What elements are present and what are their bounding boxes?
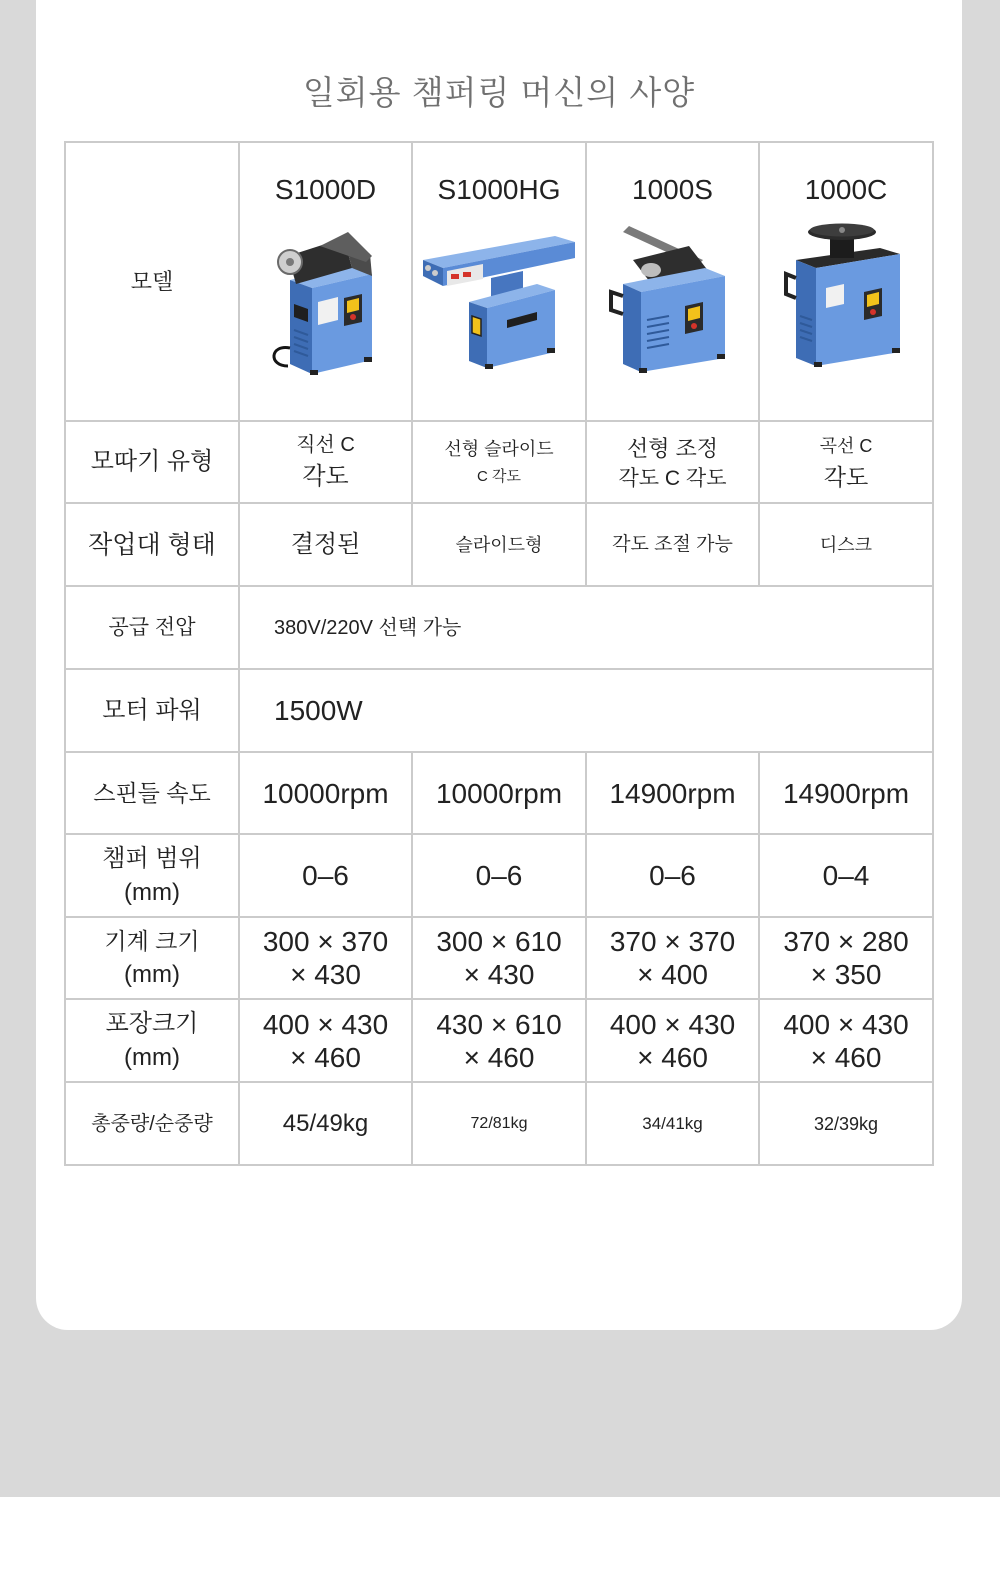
row-label-spindle-speed: 스핀들 속도: [65, 752, 239, 834]
package-size-row: [65, 999, 933, 1082]
chamfer-type-cell: [412, 421, 586, 503]
label-line: 포장크기: [105, 1009, 199, 1037]
cell-line: 각도 C 각도: [618, 466, 727, 490]
worktable-type-cell: 각도 조절 가능: [586, 503, 759, 586]
cell-line: 400 × 430: [262, 1008, 389, 1040]
weight-cell: 34/41kg: [586, 1082, 759, 1165]
package-size-cell: [586, 999, 759, 1082]
row-label-package-size: [65, 999, 239, 1082]
body-side: [796, 260, 816, 366]
1000s-machine-image: [593, 216, 753, 376]
knob: [425, 265, 431, 271]
model-row: [65, 142, 933, 421]
cell-line: 370 × 370: [609, 926, 736, 957]
model-cell-1000c: [759, 142, 933, 421]
cell-line: 직선 C: [296, 434, 355, 456]
disc-center: [839, 227, 845, 233]
weight-cell: 45/49kg: [239, 1082, 412, 1165]
carry-handle: [786, 274, 796, 298]
worktable-type-cell: 슬라이드형: [412, 503, 586, 586]
spindle-speed-cell: 10000rpm: [239, 752, 412, 834]
motor-power-value: 1500W: [239, 669, 933, 752]
bottom-strip: [0, 1497, 1000, 1569]
chamfer-type-row: [65, 421, 933, 503]
spindle-speed-row: [65, 752, 933, 834]
chamfer-range-cell: 0–6: [412, 834, 586, 917]
cell-line: 선형 슬라이드: [444, 439, 554, 459]
stop-button: [350, 314, 356, 320]
motor-power-row: [65, 669, 933, 752]
chamfer-type-cell: [586, 421, 759, 503]
label-sticker: [826, 284, 844, 308]
model-name: 1000C: [804, 174, 888, 205]
body-side: [290, 280, 312, 374]
model-name: 1000S: [632, 174, 713, 205]
spindle-speed-cell: 14900rpm: [586, 752, 759, 834]
control-box: [864, 288, 882, 320]
worktable-type-cell: 디스크: [759, 503, 933, 586]
stop-button: [870, 309, 876, 315]
feet: [892, 348, 900, 353]
cell-line: 각도: [823, 463, 869, 490]
label-unit: (mm): [124, 878, 180, 906]
weight-row: [65, 1082, 933, 1165]
1000c-machine-image: [766, 216, 926, 376]
supply-voltage-value: 380V/220V 선택 가능: [239, 586, 933, 669]
control-panel: [472, 316, 481, 336]
power-cable: [273, 348, 289, 366]
row-label-chamfer-range: [65, 834, 239, 917]
machine-size-row: [65, 917, 933, 999]
spindle-speed-cell: 14900rpm: [759, 752, 933, 834]
feet: [485, 364, 493, 369]
body-front: [816, 254, 900, 366]
model-name: S1000D: [274, 174, 377, 205]
chamfer-range-row: [65, 834, 933, 917]
feet: [364, 357, 372, 362]
cell-line: × 350: [810, 959, 882, 990]
display-digits: [463, 272, 471, 277]
package-size-cell: [412, 999, 586, 1082]
spec-card: [36, 0, 962, 1330]
cell-line: 370 × 280: [783, 926, 909, 957]
model-cell-s1000d: [239, 142, 412, 421]
cell-line: × 400: [637, 959, 708, 990]
row-label-chamfer-type: 모따기 유형: [65, 421, 239, 503]
label-unit: (mm): [124, 960, 180, 988]
spindle-speed-cell: 10000rpm: [412, 752, 586, 834]
cell-line: 곡선 C: [819, 435, 873, 456]
weight-cell: 32/39kg: [759, 1082, 933, 1165]
chamfer-type-cell: [759, 421, 933, 503]
cell-line: C 각도: [477, 468, 521, 485]
cell-line: × 460: [463, 1041, 535, 1073]
chamfer-range-cell: 0–6: [239, 834, 412, 917]
model-cell-1000s: [586, 142, 759, 421]
cell-line: × 460: [637, 1041, 708, 1073]
page-title: 일회용 챔퍼링 머신의 사양: [302, 74, 696, 111]
display-digits: [451, 274, 459, 279]
supply-voltage-row: [65, 586, 933, 669]
machine-size-cell: [759, 917, 933, 999]
carry-handle: [611, 292, 623, 314]
row-label-worktable-type: 작업대 형태: [65, 503, 239, 586]
cell-line: 430 × 610: [436, 1008, 562, 1040]
package-size-cell: [239, 999, 412, 1082]
control-box: [344, 294, 362, 326]
chamfer-range-cell: 0–6: [586, 834, 759, 917]
machine-size-cell: [412, 917, 586, 999]
cell-line: × 430: [463, 959, 535, 990]
cell-line: 300 × 370: [262, 926, 389, 957]
cell-line: 400 × 430: [609, 1008, 736, 1040]
weight-cell: 72/81kg: [412, 1082, 586, 1165]
control-box: [685, 302, 703, 334]
s1000d-machine-image: [246, 216, 406, 376]
worktable-type-cell: 결정된: [239, 503, 412, 586]
body-front: [641, 276, 725, 372]
row-label-machine-size: [65, 917, 239, 999]
machine-size-cell: [239, 917, 412, 999]
spec-table: [64, 141, 934, 1166]
cell-line: 선형 조정: [626, 435, 719, 461]
row-label-motor-power: 모터 파워: [65, 669, 239, 752]
row-label-supply-voltage: 공급 전압: [65, 586, 239, 669]
package-size-cell: [759, 999, 933, 1082]
chamfer-type-cell: [239, 421, 412, 503]
model-name: S1000HG: [437, 174, 561, 205]
cell-line: 300 × 610: [436, 926, 562, 957]
cell-line: × 460: [810, 1041, 882, 1073]
motor-hub: [286, 258, 294, 266]
row-label-model: 모델: [65, 142, 239, 421]
feet: [310, 370, 318, 375]
motor-cap: [641, 263, 661, 277]
machine-body: [623, 268, 725, 373]
cell-line: 각도: [302, 463, 349, 490]
label-line: 기계 크기: [104, 927, 200, 954]
cell-line: × 460: [290, 1041, 361, 1073]
cell-line: × 430: [290, 959, 361, 990]
feet: [814, 362, 822, 367]
machine-body: [796, 248, 900, 367]
knob: [432, 270, 438, 276]
feet: [547, 348, 555, 353]
body-side: [623, 284, 641, 372]
model-cell-s1000hg: [412, 142, 586, 421]
machine-body: [469, 284, 555, 369]
row-label-weight: 총중량/순중량: [65, 1082, 239, 1165]
chamfer-range-cell: 0–4: [759, 834, 933, 917]
worktable-type-row: [65, 503, 933, 586]
feet: [717, 354, 725, 359]
machine-size-cell: [586, 917, 759, 999]
label-line: 챔퍼 범위: [102, 844, 202, 872]
feet: [639, 368, 647, 373]
label-unit: (mm): [124, 1043, 180, 1071]
cell-line: 400 × 430: [783, 1008, 909, 1040]
stop-button: [691, 323, 697, 329]
s1000hg-machine-image: [419, 216, 579, 376]
